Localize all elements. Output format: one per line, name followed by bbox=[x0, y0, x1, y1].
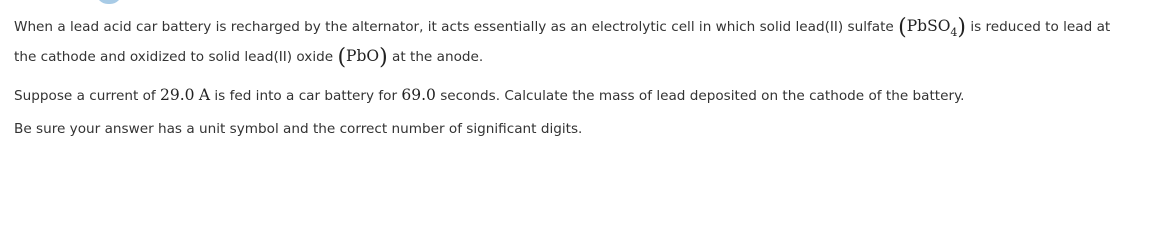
collapsed-tab-indicator[interactable] bbox=[96, 0, 122, 4]
problem-line-2 bbox=[14, 46, 483, 68]
problem-text: Suppose a current of bbox=[14, 88, 161, 104]
instructions-text: Be sure your answer has a unit symbol and the correct number of significant digits. bbox=[14, 121, 583, 137]
current-unit: A bbox=[198, 86, 211, 104]
formula-main: PbSO bbox=[906, 17, 951, 35]
chemical-formula-pbo: PbO bbox=[346, 47, 380, 65]
chemical-formula-pbso4 bbox=[906, 17, 958, 39]
problem-text: seconds. Calculate the mass of lead deposited on the cathode of the battery. bbox=[435, 88, 965, 104]
problem-text: is fed into a car battery for bbox=[210, 88, 402, 104]
problem-text: the cathode and oxidized to solid lead(II) oxide bbox=[14, 49, 338, 65]
problem-text: is reduced to lead at bbox=[966, 19, 1111, 35]
open-paren: ( bbox=[337, 45, 347, 70]
formula-subscript: 4 bbox=[950, 26, 958, 39]
problem-text: When a lead acid car battery is recharged by the alternator, it acts essentially as an electrolytic cell in which solid lead(II) sulfate bbox=[14, 19, 899, 35]
problem-line-4 bbox=[14, 119, 582, 139]
current-value: 29.0 bbox=[160, 86, 195, 104]
problem-line-3 bbox=[14, 85, 965, 106]
problem-text: at the anode. bbox=[387, 49, 484, 65]
close-paren: ) bbox=[957, 15, 966, 40]
problem-line-1 bbox=[14, 16, 1110, 38]
close-paren: ) bbox=[379, 45, 388, 70]
time-value: 69.0 bbox=[401, 86, 436, 104]
open-paren: ( bbox=[898, 15, 907, 40]
